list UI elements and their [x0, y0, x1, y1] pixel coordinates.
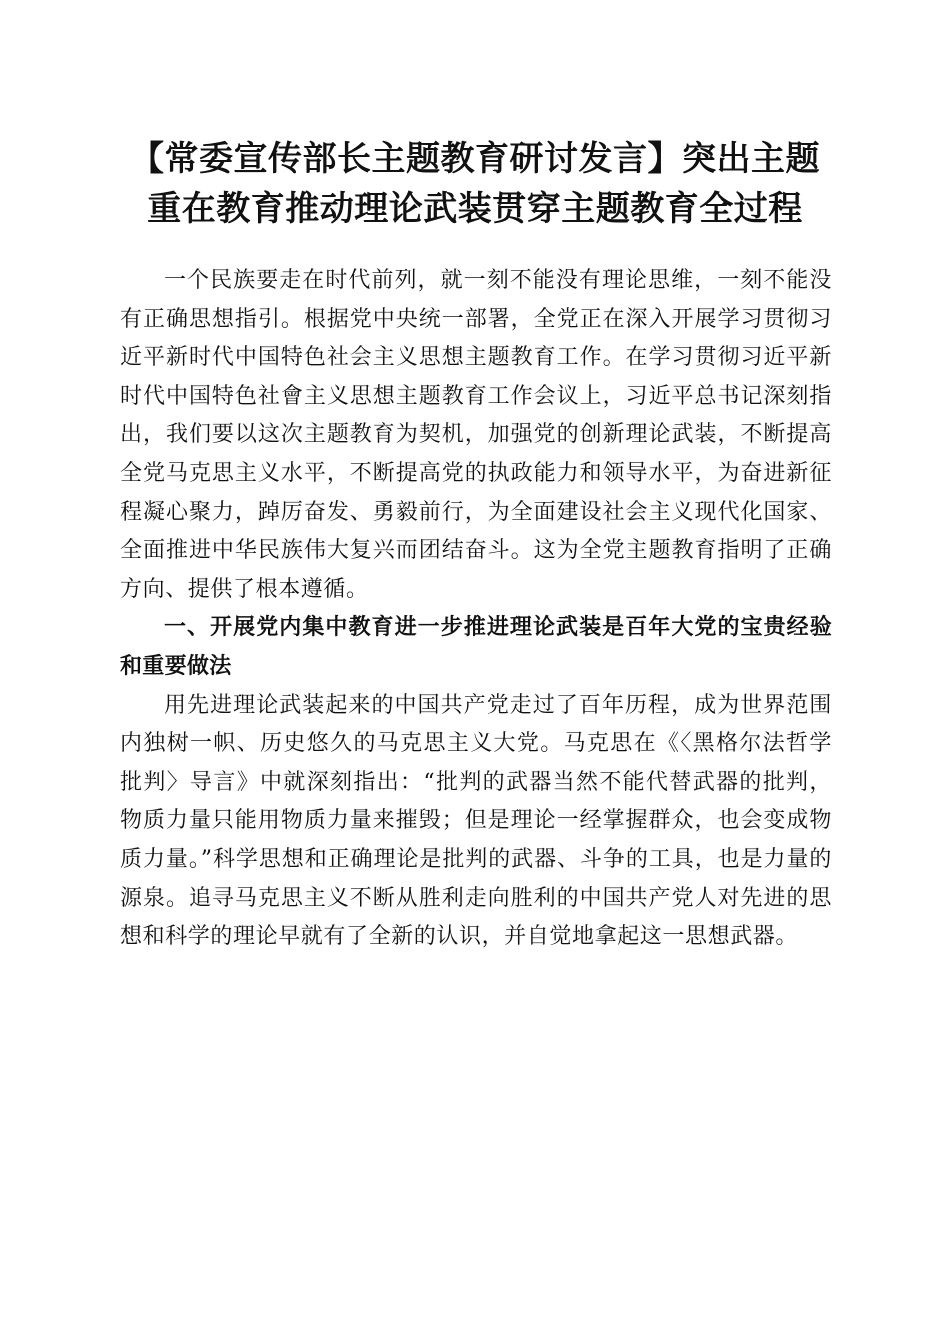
document-body	[120, 262, 832, 957]
title-line-2: 重在教育推动理论武装贯穿主题教育全过程	[147, 189, 803, 229]
section-heading-1: 一、开展党内集中教育进一步推进理论武装是百年大党的宝贵经验和重要做法	[120, 615, 832, 679]
document-title	[110, 134, 840, 234]
section-1-paragraph: 用先进理论武装起来的中国共产党走过了百年历程，成为世界范围内独树一帜、历史悠久的马克思主义大党。马克思在《〈黑格尔法哲学批判〉导言》中就深刻指出：“批判的武器当然不能代替武器的批判，物质力量只能用物质力量来摧毁；但是理论一经掌握群众，也会变成物质力量。”科学思想和正确理论是批判的武器、斗争的工具，也是力量的源泉。追寻马克思主义不断从胜利走向胜利的中国共产党人对先进的思想和科学的理论早就有了全新的认识，并自觉地拿起这一思想武器。	[120, 692, 832, 950]
intro-paragraph: 一个民族要走在时代前列，就一刻不能没有理论思维，一刻不能没有正确思想指引。根据党中央统一部署，全党正在深入开展学习贯彻习近平新时代中国特色社会主义思想主题教育工作。在学习贯彻习近平新时代中国特色社會主义思想主题教育工作会议上，习近平总书记深刻指出，我们要以这次主题教育为契机，加强党的创新理论武装，不断提高全党马克思主义水平，不断提高党的执政能力和领导水平，为奋进新征程凝心聚力，踔厉奋发、勇毅前行，为全面建设社会主义现代化国家、全面推进中华民族伟大复兴而团结奋斗。这为全党主题教育指明了正确方向、提供了根本遵循。	[120, 268, 832, 602]
title-line-1: 【常委宣传部长主题教育研讨发言】突出主题	[130, 139, 820, 179]
